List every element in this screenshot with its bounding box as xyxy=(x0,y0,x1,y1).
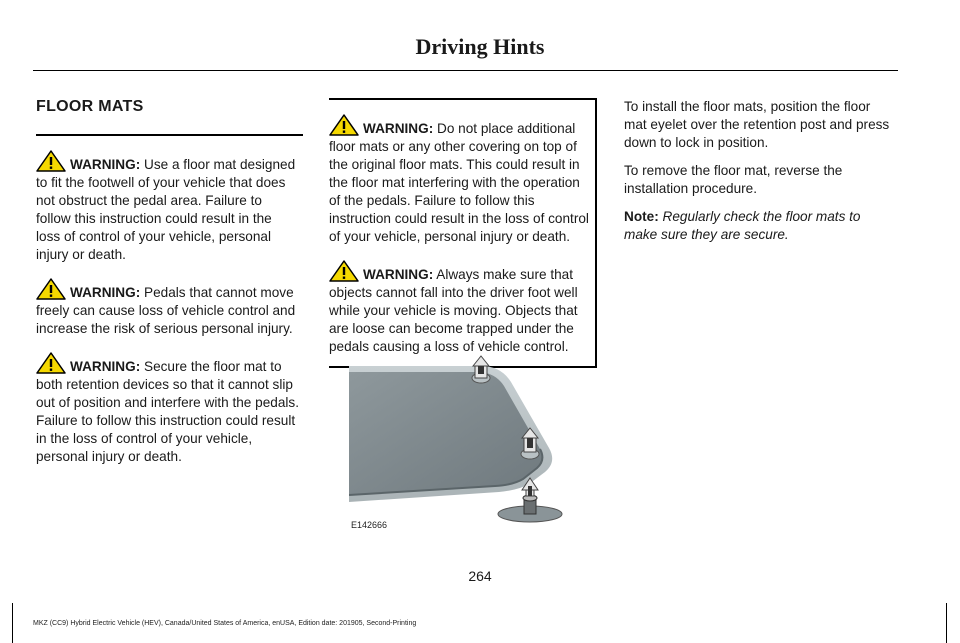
warning-label: WARNING: xyxy=(70,359,141,374)
page-number: 264 xyxy=(468,568,492,584)
illustration-id: E142666 xyxy=(351,520,388,530)
warning-label: WARNING: xyxy=(70,157,141,172)
warning-triangle-icon xyxy=(36,150,66,172)
install-paragraph: To install the floor mats, position the floor mat eyelet over the retention post and press down to lock in position. xyxy=(624,99,890,150)
warning-text: Do not place additional floor mats or any other covering on top of the original floor mats. This could result in the floor mat interfering with the operation of the pedals. Failure to follow this instruction could result in the loss of control of your vehicle, personal injury or death. xyxy=(329,121,589,244)
warning-text: Pedals that cannot move freely can cause loss of vehicle control and increase the risk of serious personal injury. xyxy=(36,285,296,336)
crop-mark xyxy=(12,603,13,643)
warning-text: Always make sure that objects cannot fall into the driver foot well while your vehicle is moving. Objects that are loose can become trapped under the pedals causing a loss of vehicle control. xyxy=(329,267,578,354)
section-heading: FLOOR MATS xyxy=(36,98,144,115)
right-column xyxy=(624,98,896,254)
note-text: Regularly check the floor mats to make sure they are secure. xyxy=(624,209,861,242)
warning-triangle-icon xyxy=(329,260,359,282)
warning-4 xyxy=(329,114,591,246)
warning-1 xyxy=(36,150,299,264)
warning-2 xyxy=(36,278,299,338)
header-rule xyxy=(33,70,898,71)
remove-paragraph: To remove the floor mat, reverse the installation procedure. xyxy=(624,163,843,196)
warning-label: WARNING: xyxy=(363,121,434,136)
left-column xyxy=(36,134,303,464)
warning-box-left xyxy=(36,134,303,464)
crop-mark xyxy=(946,603,947,643)
warning-triangle-icon xyxy=(36,352,66,374)
warning-box-middle xyxy=(329,98,597,368)
footer-text: MKZ (CC9) Hybrid Electric Vehicle (HEV), Canada/United States of America, enUSA, Edition date: 201905, Second-Printing xyxy=(33,620,417,627)
warning-triangle-icon xyxy=(36,278,66,300)
warning-3 xyxy=(36,352,299,466)
floor-mat-retention-illustration xyxy=(349,352,573,542)
warning-label: WARNING: xyxy=(363,267,434,282)
warning-5 xyxy=(329,260,591,356)
note-label: Note: xyxy=(624,209,659,224)
warning-text: Use a floor mat designed to fit the footwell of your vehicle that does not obstruct the pedal area. Failure to follow this instruction could result in the loss of control of your vehicle, personal injury or death. xyxy=(36,157,296,262)
warning-text: Secure the floor mat to both retention devices so that it cannot slip out of position and interfere with the pedals. Failure to follow this instruction could result in the loss of control of your vehicle, personal injury or death. xyxy=(36,359,299,464)
warning-label: WARNING: xyxy=(70,285,141,300)
middle-column xyxy=(329,98,597,368)
warning-triangle-icon xyxy=(329,114,359,136)
page-header-title: Driving Hints xyxy=(415,34,545,59)
note-paragraph xyxy=(624,208,896,244)
